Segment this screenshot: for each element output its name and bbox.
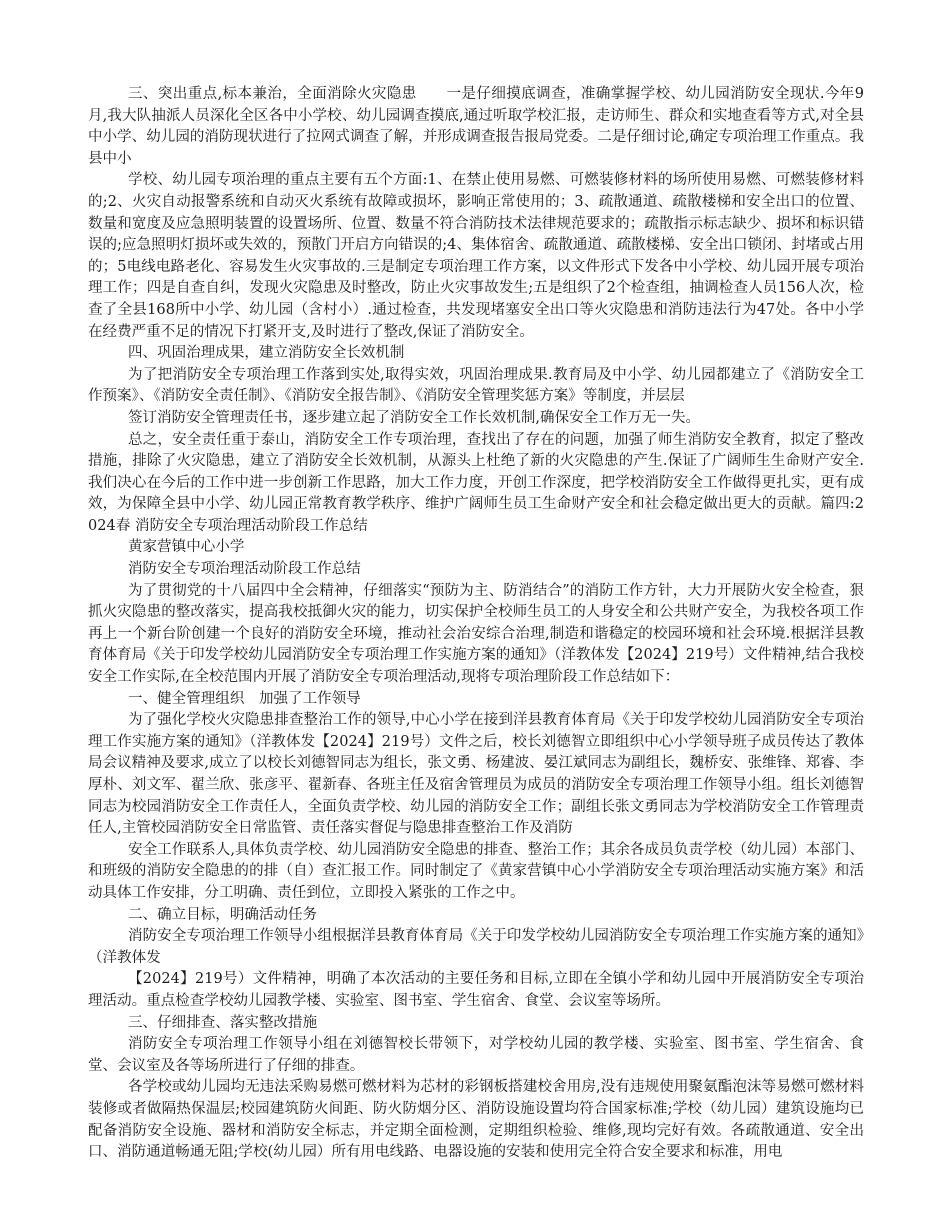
section-heading: 三、仔细排查、落实整改措施	[128, 1014, 318, 1031]
document-title: 消防安全专项治理活动阶段工作总结	[128, 561, 361, 578]
paragraph: 总之，安全责任重于泰山，消防安全工作专项治理，查找出了存在的问题，加强了师生消防安全教育，拟定了整改措施，排除了火灾隐患，建立了消防安全长效机制，从源头上杜绝了新的火灾隐患的产生.保证了广阔师生生命财产安全.我们决心在今后的工作中进一步创新工作思路，加大工作力度，开创工作深度，把学校消防安全工作做得更扎实，更有成效，为保障全县中小学、幼儿园正常教育教学秩序、维护广阔师生员工生命财产安全和社会稳定做出更大的贡献。篇四:2024春 消防安全专项治理活动阶段工作总结	[88, 431, 864, 534]
section-heading: 四、巩固治理成果，建立消防安全长效机制	[128, 345, 405, 362]
paragraph: 学校、幼儿园专项治理的重点主要有五个方面:1、在禁止使用易燃、可燃装修材料的场所使用易燃、可燃装修材料的;2、火灾自动报警系统和自动灭火系统有故障或损坏，影响正常使用的；3、疏散通道、疏散楼梯和安全出口的位置、数量和宽度及应急照明装置的设置场所、位置、数量不符合消防技术法律规范要求的；疏散指示标志缺少、损坏和标识错误的;应急照明灯损坏或失效的，预散门开启方向错误的;4、集体宿舍、疏散通道、疏散楼梯、安全出口锁闭、封堵或占用的；5电线电路老化、容易发生火灾事故的.三是制定专项治理工作方案，以文件形式下发各中小学校、幼儿园开展专项治理工作；四是自查自纠，发现火灾隐患及时整改，防止火灾事故发生;五是组织了2个检查组，抽调检查人员156人次，检查了全县168所中小学、幼儿园（含村小）.通过检查，共发现堵塞安全出口等火灾隐患和消防违法行为47处。各中小学在经费严重不足的情况下打紧开支,及时进行了整改,保证了消防安全。	[88, 172, 864, 340]
document-body	[88, 84, 864, 1164]
school-name: 黄家营镇中心小学	[128, 539, 245, 556]
paragraph: 安全工作联系人,具体负责学校、幼儿园消防安全隐患的排查、整治工作；其余各成员负责学校（幼儿园）本部门、和班级的消防安全隐患的的排（自）查汇报工作。同时制定了《黄家营镇中心小学消防安全专项治理活动实施方案》和活动具体工作安排，分工明确、责任到位，立即投入紧张的工作之中。	[88, 841, 864, 901]
paragraph: 三、突出重点,标本兼治，全面消除火灾隐患 一是仔细摸底调查，准确掌握学校、幼儿园消防安全现状.今年9月,我大队抽派人员深化全区各中小学校、幼儿园调查摸底,通过听取学校汇报，走访师生、群众和实地查看等方式,对全县中小学、幼儿园的消防现状进行了拉网式调查了解，并形成调查报告报局党委。二是仔细讨论,确定专项治理工作重点。我县中小	[88, 86, 864, 167]
paragraph: 消防安全专项治理工作领导小组根据洋县教育体育局《关于印发学校幼儿园消防安全专项治理工作实施方案的通知》（洋教体发	[88, 928, 864, 966]
paragraph: 签订消防安全管理责任书，逐步建立起了消防安全工作长效机制,确保安全工作万无一失。	[128, 409, 701, 426]
paragraph: 为了把消防安全专项治理工作落到实处,取得实效，巩固治理成果.教育局及中小学、幼儿园都建立了《消防安全工作预案》、《消防安全责任制》、《消防安全报告制》、《消防安全管理奖惩方案》等制度，并层层	[88, 366, 864, 405]
paragraph: 【2024】219号）文件精神，明确了本次活动的主要任务和目标,立即在全镇小学和幼儿园中开展消防安全专项治理活动。重点检查学校幼儿园教学楼、实验室、图书室、学生宿舍、食堂、会议室等场所。	[88, 971, 864, 1009]
paragraph: 消防安全专项治理工作领导小组在刘德智校长带领下，对学校幼儿园的教学楼、实验室、图书室、学生宿舍、食堂、会议室及各等场所进行了仔细的排查。	[88, 1036, 864, 1074]
paragraph: 为了强化学校火灾隐患排查整治工作的领导,中心小学在接到洋县教育体育局《关于印发学校幼儿园消防安全专项治理工作实施方案的通知》（洋教体发【2024】219号）文件之后，校长刘德智立即组织中心小学领导班子成员传达了教体局会议精神及要求,成立了以校长刘德智同志为组长，张文勇、杨建波、晏江斌同志为副组长，魏桥安、张维锋、郑睿、李厚朴、刘文军、翟兰欣、张彦平、翟新春、各班主任及宿舍管理员为成员的消防安全专项治理工作领导小组。组长刘德智同志为校园消防安全工作责任人，全面负责学校、幼儿园的消防安全工作；副组长张文勇同志为学校消防安全工作管理责任人,主管校园消防安全日常监管、责任落实督促与隐患排查整治工作及消防	[88, 712, 864, 837]
paragraph: 为了贯彻党的十八届四中全会精神，仔细落实“预防为主、防消结合”的消防工作方针，大力开展防火安全检查，狠抓火灾隐患的整改落实，提高我校抵御火灾的能力，切实保护全校师生员工的人身安全和公共财产安全，为我校各项工作再上一个新台阶创建一个良好的消防安全环境，推动社会治安综合治理,制造和谐稳定的校园环境和社会环境.根据洋县教育体育局《关于印发学校幼儿园消防安全专项治理工作实施方案的通知》（洋教体发【2024】219号）文件精神,结合我校安全工作实际,在全校范围内开展了消防安全专项治理活动,现将专项治理阶段工作总结如下：	[88, 582, 864, 686]
section-heading: 一、健全管理组织 加强了工作领导	[128, 690, 361, 707]
paragraph: 各学校或幼儿园均无违法采购易燃可燃材料为芯材的彩钢板搭建校舍用房,没有违规使用聚氨酯泡沫等易燃可燃材料装修或者做隔热保温层;校园建筑防火间距、防火防烟分区、消防设施设置均符合国家标准;学校（幼儿园）建筑设施均已配备消防安全设施、器材和消防安全标志，并定期全面检测，定期组织检验、维修,现均完好有效。各疏散通道、安全出口、消防通道畅通无阻;学校(幼儿园）所有用电线路、电器设施的安装和使用完全符合安全要求和标准，用电	[88, 1079, 864, 1161]
section-heading: 二、确立目标，明确活动任务	[128, 906, 318, 923]
